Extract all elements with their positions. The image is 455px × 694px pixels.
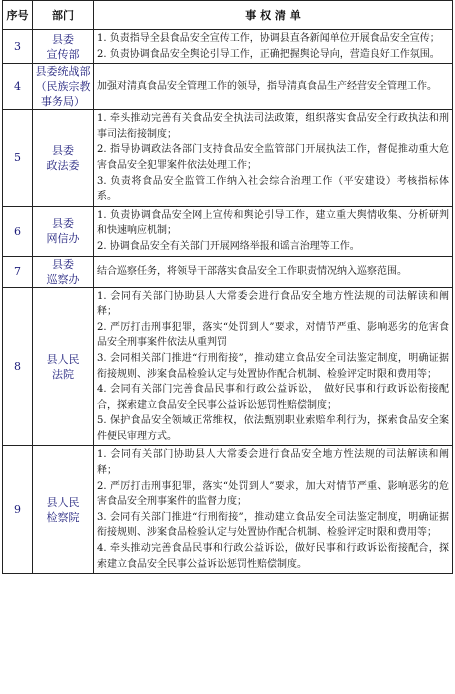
duty-item: 1. 负责指导全县食品安全宣传工作，协调县直各新闻单位开展食品安全宣传； xyxy=(97,33,440,44)
department-cell xyxy=(33,30,94,64)
table-row xyxy=(3,446,453,574)
department-cell xyxy=(33,256,94,287)
duty-table xyxy=(2,0,453,574)
row-number: 4 xyxy=(3,64,33,110)
duty-item: 加强对清真食品安全管理工作的领导，指导清真食品生产经营安全管理工作。 xyxy=(97,80,437,92)
duty-item: 1. 牵头推动完善有关食品安全执法司法政策，组织落实食品安全行政执法和刑事司法衔接制度； xyxy=(97,113,449,140)
duty-item: 3. 会同有关部门推进“行刑衔接”，推动建立食品安全司法鉴定制度，明确证据衔接规则、涉案食品检验认定与处置协作配合机制、检验评定时限和费用等； xyxy=(97,511,449,539)
duty-item: 2. 负责协调食品安全舆论引导工作，正确把握舆论导向，营造良好工作氛围。 xyxy=(97,48,440,60)
department-name-line: 巡察办 xyxy=(46,272,80,286)
duty-item: 2. 严厉打击刑事犯罪，落实“处罚到人”要求，加大对情节严重、影响恶劣的危害食品安全刑事案件的监督力度； xyxy=(97,480,449,508)
header-dept: 部门 xyxy=(33,1,94,30)
department-name-line: 县委统战部 xyxy=(35,65,91,79)
table-row xyxy=(3,110,453,207)
department-name-line: 宣传部 xyxy=(46,47,80,61)
department-name-line: 县委 xyxy=(52,32,74,46)
duty-list-cell xyxy=(94,206,453,256)
department-cell xyxy=(33,446,94,574)
department-cell xyxy=(33,206,94,256)
department-name-line: 检察院 xyxy=(46,510,80,524)
duty-list-cell xyxy=(94,446,453,574)
header-items: 事 权 清 单 xyxy=(94,1,453,30)
department-name-line: 县委 xyxy=(52,217,74,231)
department-cell xyxy=(33,110,94,207)
table-body xyxy=(3,30,453,574)
department-name-line: （民族宗教 xyxy=(35,80,91,94)
duty-item: 1. 负责协调食品安全网上宣传和舆论引导工作，建立重大舆情收集、分析研判和快速响应机制； xyxy=(97,209,449,237)
row-number: 7 xyxy=(3,256,33,287)
department-cell xyxy=(33,287,94,446)
table-row xyxy=(3,287,453,446)
duty-item: 3. 会同相关部门推进“行刑衔接”，推动建立食品安全司法鉴定制度，明确证据衔接规则、涉案食品检验认定与处置协作配合机制、检验评定时限和费用等； xyxy=(97,352,449,380)
table-row xyxy=(3,206,453,256)
department-name-line: 县人民 xyxy=(46,352,80,366)
department-name-line: 法院 xyxy=(52,367,74,381)
duty-item: 2. 严厉打击刑事犯罪，落实“处罚到人”要求，对情节严重、影响恶劣的危害食品安全刑事案件依法从重判罚 xyxy=(97,321,449,349)
duty-list-cell xyxy=(94,287,453,446)
row-number: 3 xyxy=(3,30,33,64)
department-name-line: 事务局） xyxy=(41,95,85,109)
duty-item: 3. 负责将食品安全监管工作纳入社会综合治理工作（平安建设）考核指标体系。 xyxy=(97,175,449,203)
table-row xyxy=(3,30,453,64)
row-number: 8 xyxy=(3,287,33,446)
duty-item: 4. 会同有关部门完善食品民事和行政公益诉讼， 做好民事和行政诉讼衔接配合，探索建立食品安全民事公益诉讼惩罚性赔偿制度； xyxy=(97,384,449,411)
department-cell xyxy=(33,64,94,110)
duty-item: 4. 牵头推动完善食品民事和行政公益诉讼，做好民事和行政诉讼衔接配合，探索建立食品安全民事公益诉讼惩罚性赔偿制度。 xyxy=(97,543,449,570)
duty-list-cell xyxy=(94,256,453,287)
duty-item: 2. 指导协调政法各部门支持食品安全监管部门开展执法工作，督促推动重大危害食品安全犯罪案件依法处理工作； xyxy=(97,144,449,171)
table-row xyxy=(3,256,453,287)
duty-item: 1. 会同有关部门协助县人大常委会进行食品安全地方性法规的司法解读和阐释； xyxy=(97,449,449,477)
row-number: 5 xyxy=(3,110,33,207)
duty-list-cell xyxy=(94,30,453,64)
header-row xyxy=(3,1,453,30)
department-name-line: 网信办 xyxy=(46,232,80,246)
department-name-line: 政法委 xyxy=(46,158,80,172)
duty-item: 5. 保护食品安全领域正常维权，依法甄别职业索赔牟利行为，探索食品安全案件便民审理方式。 xyxy=(97,415,449,442)
department-name-line: 县人民 xyxy=(46,495,80,509)
department-name-line: 县委 xyxy=(52,143,74,157)
duty-item: 2. 协调食品安全有关部门开展网络举报和谣言治理等工作。 xyxy=(97,240,360,252)
row-number: 6 xyxy=(3,206,33,256)
duty-list-cell xyxy=(94,110,453,207)
duty-item: 结合巡察任务，将领导干部落实食品安全工作职责情况纳入巡察范围。 xyxy=(97,265,407,277)
duty-item: 1. 会同有关部门协助县人大常委会进行食品安全地方性法规的司法解读和阐释； xyxy=(97,290,449,318)
header-no: 序号 xyxy=(3,1,33,30)
department-name-line: 县委 xyxy=(52,257,74,271)
duty-list-cell xyxy=(94,64,453,110)
row-number: 9 xyxy=(3,446,33,574)
table-row xyxy=(3,64,453,110)
